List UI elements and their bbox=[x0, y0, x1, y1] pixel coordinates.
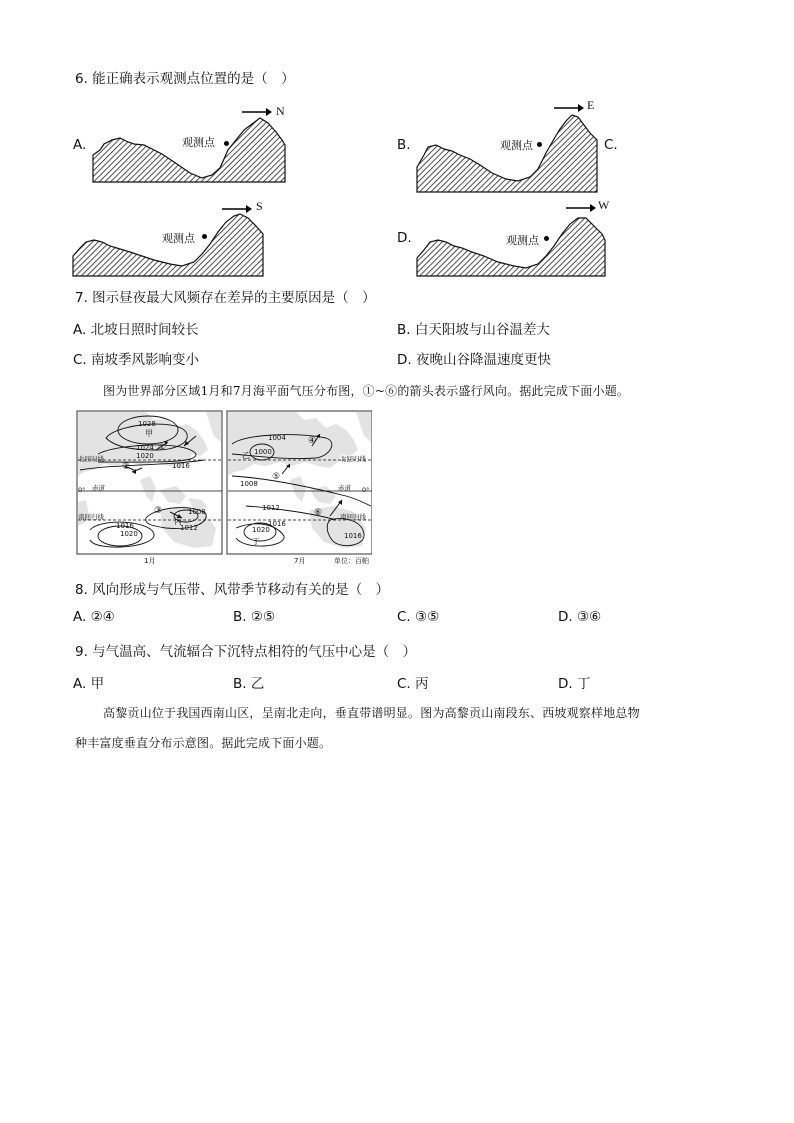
wind-arrow-2-label: ② bbox=[122, 462, 131, 472]
q7-option-d[interactable]: D. 夜晚山谷降温速度更快 bbox=[397, 352, 551, 368]
wind-arrow-1-label: ① bbox=[158, 443, 167, 453]
isobar-label: 1000 bbox=[254, 448, 272, 456]
equator-label: 赤道 bbox=[92, 484, 105, 492]
direction-label: W bbox=[598, 198, 610, 212]
q7-option-b[interactable]: B. 白天阳坡与山谷温差大 bbox=[397, 322, 550, 338]
pressure-center-yi: 乙 bbox=[242, 451, 250, 460]
q6-option-a-label[interactable]: A. bbox=[73, 137, 87, 153]
west-arrow bbox=[566, 199, 596, 218]
q6-option-b-label[interactable]: B. bbox=[397, 137, 411, 153]
observer-point bbox=[202, 234, 207, 239]
q6-option-c-label[interactable]: C. bbox=[604, 137, 618, 153]
pressure-center-jia: 甲 bbox=[145, 429, 153, 438]
tropic-south-label: 南回归线 bbox=[78, 513, 104, 521]
isobar-label: 1020 bbox=[252, 526, 270, 534]
q8-option-b[interactable]: B. ②⑤ bbox=[233, 609, 276, 625]
isobar-label: 1004 bbox=[268, 434, 286, 442]
isobar-label: 1028 bbox=[138, 420, 156, 428]
wind-arrow-3-label: ③ bbox=[154, 506, 163, 516]
q7-option-c[interactable]: C. 南坡季风影响变小 bbox=[73, 352, 200, 368]
pressure-center-ding: 丁 bbox=[252, 537, 260, 546]
observer-label: 观测点 bbox=[182, 136, 215, 149]
unit-label: 单位：百帕 bbox=[334, 557, 369, 565]
q9-option-a[interactable]: A. 甲 bbox=[73, 676, 105, 692]
q9-option-b[interactable]: B. 乙 bbox=[233, 676, 265, 692]
east-arrow bbox=[554, 99, 584, 118]
observer-label: 观测点 bbox=[500, 139, 533, 152]
q6-option-a-profile bbox=[90, 100, 290, 185]
direction-label: E bbox=[587, 98, 595, 112]
north-arrow bbox=[242, 103, 272, 122]
zero-degree-label: 0° bbox=[78, 486, 86, 494]
tropic-north-label: 北回归线 bbox=[78, 455, 104, 463]
q7-stem: 7. 图示昼夜最大风频存在差异的主要原因是（ ） bbox=[75, 290, 376, 306]
q9-stem: 9. 与气温高、气流辐合下沉特点相符的气压中心是（ ） bbox=[75, 644, 417, 660]
q6-stem: 6. 能正确表示观测点位置的是（ ） bbox=[75, 71, 295, 87]
isobar-label: 1016 bbox=[172, 462, 190, 470]
map-jul-caption: 7月 bbox=[294, 557, 306, 565]
intro-gaoligong-line1: 高黎贡山位于我国西南山区，呈南北走向，垂直带谱明显。图为高黎贡山南段东、西坡观察样地总物 bbox=[103, 706, 640, 720]
direction-label: N bbox=[276, 104, 285, 118]
q8-option-d[interactable]: D. ③⑥ bbox=[558, 609, 602, 625]
observer-label: 观测点 bbox=[506, 234, 539, 247]
q8-option-c[interactable]: C. ③⑤ bbox=[397, 609, 440, 625]
observer-point bbox=[544, 236, 549, 241]
isobar-label: 1012 bbox=[180, 524, 198, 532]
south-arrow bbox=[222, 200, 252, 219]
q8-stem: 8. 风向形成与气压带、风带季节移动有关的是（ ） bbox=[75, 582, 390, 598]
isobar-label: 1024 bbox=[136, 444, 154, 452]
tropic-north-label: 北回归线 bbox=[340, 455, 366, 463]
observer-label: 观测点 bbox=[162, 232, 195, 245]
isobar-label: 1008 bbox=[188, 508, 206, 516]
wind-arrow-5-label: ⑤ bbox=[272, 472, 281, 482]
q6-option-b-profile bbox=[414, 95, 614, 195]
zero-degree-label: 0° bbox=[362, 486, 370, 494]
isobar-label: 1012 bbox=[262, 504, 280, 512]
q9-option-d[interactable]: D. 丁 bbox=[558, 676, 591, 692]
isobar-label: 1016 bbox=[116, 522, 134, 530]
q6-option-d-profile bbox=[414, 196, 614, 280]
isobar-label: 1020 bbox=[136, 452, 154, 460]
wind-arrow-4-label: ④ bbox=[308, 436, 317, 446]
q9-option-c[interactable]: C. 丙 bbox=[397, 676, 429, 692]
observer-point bbox=[537, 142, 542, 147]
observer-point bbox=[224, 141, 229, 146]
isobar-label: 1016 bbox=[268, 520, 286, 528]
q6-option-c-profile bbox=[70, 196, 270, 280]
q7-option-a[interactable]: A. 北坡日照时间较长 bbox=[73, 322, 199, 338]
wind-arrow-6-label: ⑥ bbox=[314, 508, 323, 518]
isobar-label: 1016 bbox=[344, 532, 362, 540]
equator-label: 赤道 bbox=[338, 484, 351, 492]
isobar-label: 1020 bbox=[120, 530, 138, 538]
isobar-label: 1008 bbox=[240, 480, 258, 488]
intro-gaoligong-line2: 种丰富度垂直分布示意图。据此完成下面小题。 bbox=[75, 736, 332, 750]
direction-label: S bbox=[256, 199, 263, 213]
tropic-south-label: 南回归线 bbox=[340, 513, 366, 521]
pressure-map-figure bbox=[76, 410, 372, 568]
intro-pressure-map: 图为世界部分区域1月和7月海平面气压分布图，①~⑥的箭头表示盛行风向。据此完成下面小题。 bbox=[103, 384, 630, 398]
q6-option-d-label[interactable]: D. bbox=[397, 230, 412, 246]
q8-option-a[interactable]: A. ②④ bbox=[73, 609, 115, 625]
pressure-center-bing: 丙 bbox=[174, 517, 182, 526]
map-jan-caption: 1月 bbox=[144, 557, 156, 565]
